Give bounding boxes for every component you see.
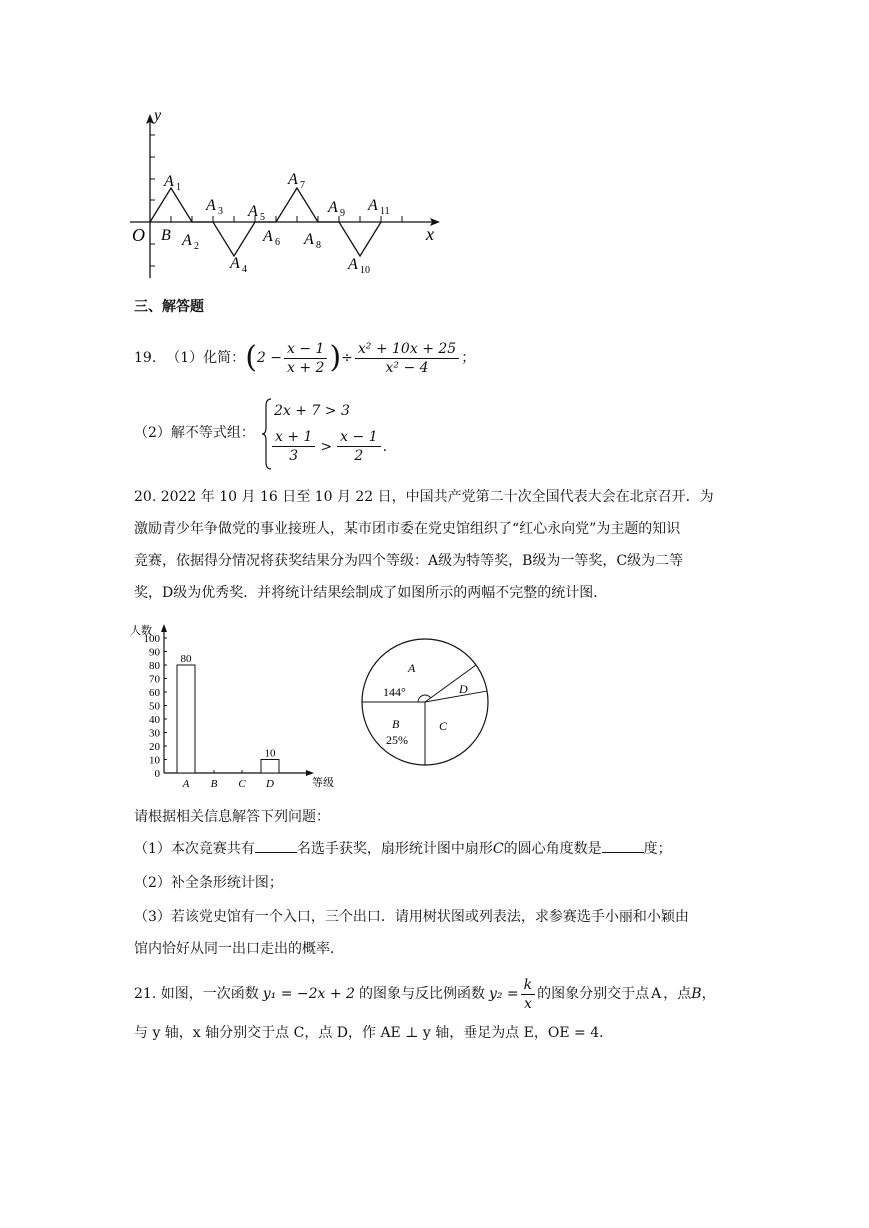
bar-y-tick-label: 90 [149,646,160,659]
pie-chart [355,630,495,770]
svg-text:1: 1 [176,182,181,193]
bar-y-tick-label: 80 [149,660,160,672]
bar-data-label: 80 [180,653,192,665]
pie-label-D: D [459,682,468,696]
svg-text:B: B [161,227,171,244]
pie-annotation-A: 144° [383,685,406,699]
bar-category-label: B [210,778,218,790]
q20-sub1: （1）本次竞赛共有 名选手获奖，扇形统计图中扇形C的圆心角度数是 度； [134,838,672,860]
bar-x-arrow [306,770,314,776]
svg-text:A: A [206,197,216,214]
q20-line3: 竞赛，依据得分情况将获奖结果分为四个等级：A级为特等奖，B级为一等奖，C级为二等 [134,553,684,569]
bar-y-tick-label: 70 [149,673,160,686]
svg-text:7: 7 [300,180,305,191]
pie-annotation-B: 25% [386,733,408,747]
q19-part1: 19. （1）化简： ( 2 − $\frac{x - 1}{x + 2}$ ) ÷ $\frac{\text{x² + 10x + 25}}{\text{x² − 4}}$ ； [134,340,476,376]
svg-text:4: 4 [242,264,247,275]
pie-label-B: B [392,717,400,731]
pie-label-C: C [439,719,448,733]
svg-text:11: 11 [380,206,390,217]
q20-line2: 激励青少年争做党的事业接班人，某市团市委在党史馆组织了“红心永向党”为主题的知识 [134,521,681,537]
q19-number: 19. [134,350,157,366]
bar-data-label: 10 [264,747,276,760]
bar-y-tick-label: 20 [149,741,160,753]
svg-text:10: 10 [360,265,370,276]
svg-text:A: A [263,228,273,245]
bar-y-tick-label: 50 [149,700,160,713]
x-axis-label: x [426,224,434,244]
q20-sub2: （2）补全条形统计图； [134,875,283,891]
q20-line4: 奖，D级为优秀奖．并将统计结果绘制成了如图所示的两幅不完整的统计图． [134,585,608,601]
svg-text:A: A [182,232,192,249]
answer-blank-1 [255,838,297,853]
bar-y-arrow [161,624,167,632]
answer-blank-2 [602,838,644,853]
bar-y-tick-label: 100 [143,633,160,645]
bar-y-tick-label: 40 [149,714,160,726]
svg-text:3: 3 [218,206,223,217]
svg-text:A: A [304,231,314,248]
q20-prompt: 请根据相关信息解答下列问题： [134,809,330,825]
origin-label: O [132,225,145,245]
bar-y-label: 人数 [130,625,152,637]
svg-text:A: A [328,199,338,216]
bar-category-label: A [182,778,190,790]
bar-x-label: 等级 [312,777,334,789]
zigzag-coordinate-graph [130,110,450,285]
bar-y-tick-label: 0 [154,768,160,780]
svg-text:A: A [368,197,378,214]
svg-text:A: A [230,255,240,272]
q20-line1: 20. 2022 年 10 月 16 日至 10 月 22 日，中国共产党第二十次全国代表大会在北京召开．为 [134,489,714,505]
svg-text:6: 6 [275,237,280,248]
bar-y-tick-label: 10 [149,754,160,767]
svg-text:A: A [164,173,174,190]
bar-y-tick-label: 30 [149,727,160,740]
inequality-2: $\frac{x + 1}{3}$ > $\frac{x - 1}{2}$ . [270,428,387,465]
svg-text:A: A [248,203,258,220]
svg-text:8: 8 [316,240,321,251]
bar-A [177,665,195,773]
svg-text:A: A [288,171,298,188]
svg-text:9: 9 [340,208,345,219]
q21-line2: 与 y 轴，x 轴分别交于点 C，点 D，作 AE ⊥ y 轴，垂足为点 E，OE = 4． [134,1025,614,1041]
svg-text:A: A [348,256,358,273]
pie-label-A: A [408,661,416,675]
svg-text:2: 2 [194,241,199,252]
q19-part2-label: （2）解不等式组： [134,425,255,441]
svg-text:5: 5 [260,212,265,223]
y-axis-label: y [154,110,162,124]
bar-category-label: D [266,778,274,790]
section-title: 三、解答题 [134,299,204,315]
bar-chart [120,620,335,795]
q21-line1: 21. 如图，一次函数 y₁ = −2x + 2 的图象与反比例函数 y₂ = $\frac{k}{x}$ 的图象分别交于点 A ，点 B ， [134,976,716,1012]
bar-y-tick-label: 60 [149,687,160,699]
inequality-1: 2x + 7 > 3 [274,403,350,419]
bar-category-label: C [238,778,246,790]
q20-sub3-line1: （3）若该党史馆有一个入口，三个出口．请用树状图或列表法，求参赛选手小丽和小颖由 [134,909,689,925]
q20-sub3-line2: 馆内恰好从同一出口走出的概率． [134,941,344,957]
bar-D [261,760,279,774]
